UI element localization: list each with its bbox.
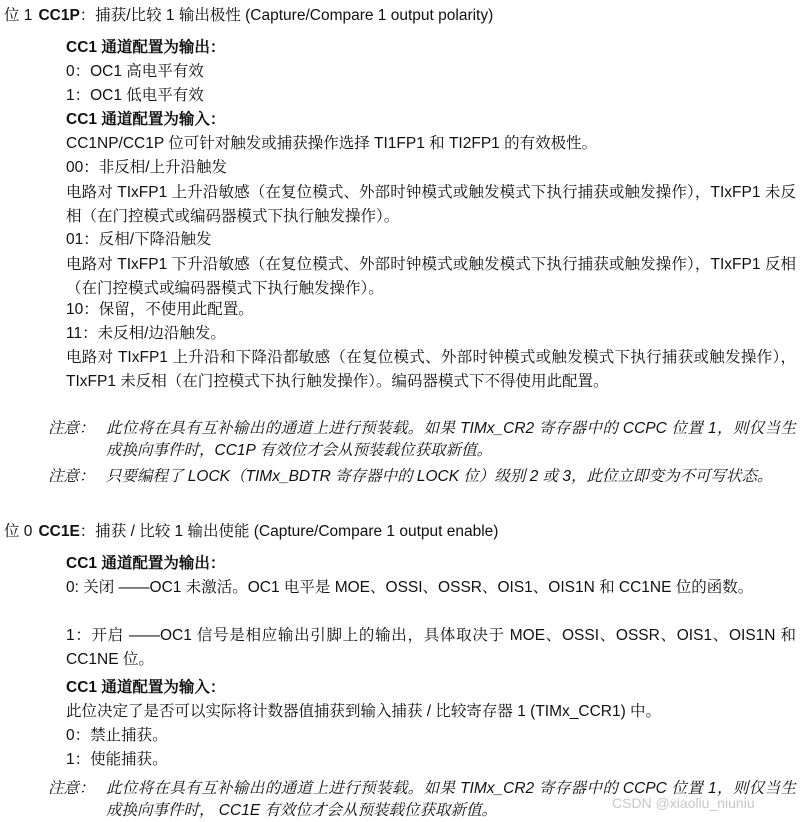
cc1e-heading [4,522,498,542]
cc1p-output-1: 1：OC1 低电平有效 [66,87,204,104]
cc1e-output-heading: CC1 通道配置为输出： [66,555,226,572]
cc1e-output-1: 1：开启 ——OC1 信号是相应输出引脚上的输出，具体取决于 MOE、OSSI、OSSR、OIS1、OIS1N 和 CC1NE 位。 [66,627,796,668]
cc1p-note-preload [48,418,798,462]
cc1e-description: ：捕获 / 比较 1 输出使能 (Capture/Compare 1 output enable) [79,523,499,540]
cc1e-output-0: 0: 关闭 ——OC1 未激活。OC1 电平是 MOE、OSSI、OSSR、OIS1、OIS1N 和 CC1NE 位的函数。 [66,579,754,596]
cc1p-option-11-label: 11：未反相/边沿触发。 [66,325,226,342]
cc1p-input-description: CC1NP/CC1P 位可针对触发或捕获操作选择 TI1FP1 和 TI2FP1 的有效极性。 [66,135,598,152]
note-label: 注意： [48,780,95,797]
cc1e-input-0: 0：禁止捕获。 [66,727,168,744]
cc1p-option-11-description: 电路对 TIxFP1 上升沿和下降沿都敏感（在复位模式、外部时钟模式或触发模式下执行捕获或触发操作），TIxFP1 未反相（在门控模式下执行触发操作）。编码器模式下不得使用此配置。 [66,349,796,390]
cc1e-bit-label: 位 0 [4,523,33,540]
cc1p-output-heading: CC1 通道配置为输出： [66,39,226,56]
csdn-watermark: CSDN @xiaoliu_niuniu [612,795,755,811]
cc1p-description: ：捕获/比较 1 输出极性 (Capture/Compare 1 output polarity) [79,7,494,24]
cc1e-field-name: CC1E [38,523,80,540]
note-label: 注意： [48,468,95,485]
cc1p-heading [4,6,493,26]
cc1e-input-description: 此位决定了是否可以实际将计数器值捕获到输入捕获 / 比较寄存器 1 (TIMx_CCR1) 中。 [66,703,662,720]
note-text: 只要编程了 LOCK（TIMx_BDTR 寄存器中的 LOCK 位）级别 2 或 3，此位立即变为不可写状态。 [106,468,773,485]
cc1p-option-10-label: 10：保留，不使用此配置。 [66,301,254,318]
cc1e-input-1: 1：使能捕获。 [66,751,168,768]
note-label: 注意： [48,420,95,437]
cc1e-input-heading: CC1 通道配置为输入： [66,679,226,696]
cc1p-option-01-description: 电路对 TIxFP1 下升沿敏感（在复位模式、外部时钟模式或触发模式下执行捕获或触发操作），TIxFP1 反相（在门控模式或编码器模式下执行触发操作）。 [66,256,796,297]
note-text: 此位将在具有互补输出的通道上进行预装载。如果 TIMx_CR2 寄存器中的 CCPC 位置 1，则仅当生成换向事件时， CC1E 有效位才会从预装载位获取新值。 [106,780,796,819]
cc1p-note-lock [48,466,798,510]
cc1p-bit-label: 位 1 [4,7,33,24]
cc1p-field-name: CC1P [38,7,80,24]
cc1p-output-0: 0：OC1 高电平有效 [66,63,204,80]
cc1p-option-01-label: 01：反相/下降沿触发 [66,231,212,248]
cc1p-input-heading: CC1 通道配置为输入： [66,111,226,128]
cc1p-option-00-label: 00：非反相/上升沿触发 [66,159,228,176]
note-text: 此位将在具有互补输出的通道上进行预装载。如果 TIMx_CR2 寄存器中的 CCPC 位置 1，则仅当生成换向事件时，CC1P 有效位才会从预装载位获取新值。 [106,420,796,459]
cc1p-option-00-description: 电路对 TIxFP1 上升沿敏感（在复位模式、外部时钟模式或触发模式下执行捕获或触发操作），TIxFP1 未反相（在门控模式或编码器模式下执行触发操作）。 [66,184,796,225]
